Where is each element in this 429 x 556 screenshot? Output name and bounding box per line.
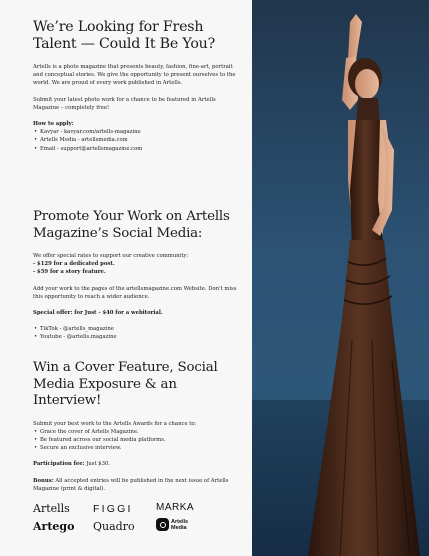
section1-submit: Submit your latest photo work for a chance to be featured in Artells Magazine – completely free! xyxy=(33,96,216,111)
rates-block xyxy=(33,252,243,277)
awards-list xyxy=(33,428,243,453)
marka-logo: MARKA xyxy=(156,502,195,513)
how-to-apply-label: How to apply: xyxy=(33,121,74,128)
apply-item-artells-media: • Artells Media - artellsmedia.com xyxy=(33,136,243,144)
section3-title: Win a Cover Feature, Social Media Exposure & an Interview! xyxy=(33,360,218,408)
partner-logos xyxy=(33,502,233,542)
section1-intro: Artells is a photo magazine that presents beauty, fashion, fine-art, portrait and conceptual stories. We give the opportunity to present ourselves to the world. We are proud of every work published in Artells. xyxy=(33,64,236,87)
website-note: Add your work to the pages of the artellsmagazine.com Website. Don't miss this opportunity to reach a wider audience. xyxy=(33,285,237,300)
section2-title: Promote Your Work on Artells Magazine’s Social Media: xyxy=(33,209,230,241)
social-item-youtube: • Youtube - @artells.magazine xyxy=(33,333,243,341)
section1-title: We’re Looking for Fresh Talent — Could It Be You? xyxy=(33,19,216,52)
bonus-line xyxy=(33,477,243,493)
rate-post: - $129 for a dedicated post. xyxy=(33,261,115,268)
model-photo xyxy=(252,0,429,556)
special-offer: Special offer: for Just - $40 for a webitorial. xyxy=(33,310,163,317)
quadro-logo: Quadro xyxy=(93,520,135,533)
bonus-label: Bonus: xyxy=(33,477,54,484)
section-social-promo xyxy=(33,209,243,350)
section-awards xyxy=(33,360,243,501)
awards-intro: Submit your best work to the Artells Awards for a chance to: xyxy=(33,420,197,427)
artells-logo: Artells xyxy=(33,502,70,515)
artells-media-text: Artells Media xyxy=(171,518,189,531)
rates-intro: We offer special rates to support our creative community: xyxy=(33,253,189,259)
artego-logo: Artego xyxy=(33,520,75,533)
fee-line xyxy=(33,460,243,468)
section-fresh-talent xyxy=(33,19,243,161)
fee-value: Just $30. xyxy=(84,461,111,468)
bonus-text: All accepted entries will be published in the next issue of Artells Magazine (print & digital). xyxy=(33,477,229,492)
apply-item-email: • Email - support@artellsmagazine.com xyxy=(33,145,243,153)
rate-story: - $59 for a story feature. xyxy=(33,269,106,276)
award-item-cover: • Grace the cover of Artells Magazine. xyxy=(33,428,243,436)
model-photo-illustration xyxy=(252,0,429,556)
award-item-interview: • Secure an exclusive interview. xyxy=(33,444,243,452)
artells-media-icon xyxy=(156,518,169,531)
social-item-tiktok: • TikTok - @artells_magazine xyxy=(33,325,243,333)
apply-item-kavyar: • Kavyar - kavyar.com/artells-magazine xyxy=(33,128,243,136)
figgi-logo: FIGGI xyxy=(93,503,133,515)
artells-media-logo xyxy=(156,518,188,531)
fee-label: Participation fee: xyxy=(33,461,85,468)
social-list xyxy=(33,325,243,341)
apply-list xyxy=(33,128,243,153)
award-item-social: • Be featured across our social media platforms. xyxy=(33,436,243,444)
